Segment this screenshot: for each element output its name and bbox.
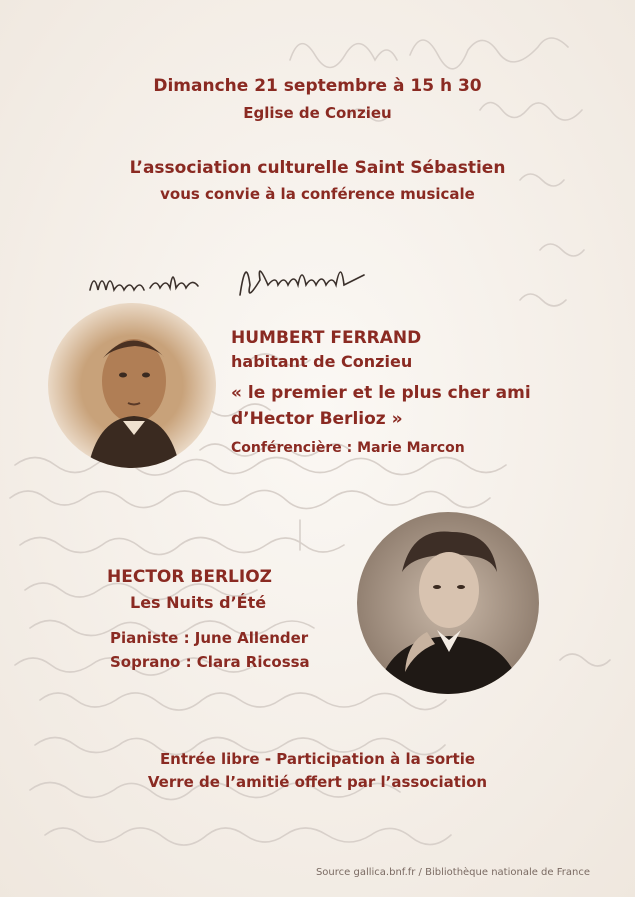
- image-credit: Source gallica.bnf.fr / Bibliothèque nationale de France: [315, 867, 590, 878]
- invitation-line-1: L’association culturelle Saint Sébastien: [129, 158, 506, 178]
- berlioz-work: Les Nuits d’Été: [130, 593, 267, 612]
- ferrand-speaker: Conférencière : Marie Marcon: [231, 440, 465, 456]
- ferrand-quote-line-1: « le premier et le plus cher ami: [231, 383, 531, 403]
- footer-line-1: Entrée libre - Participation à la sortie: [159, 750, 476, 768]
- event-date-time: Dimanche 21 septembre à 15 h 30: [153, 76, 482, 96]
- footer-line-2: Verre de l’amitié offert par l’association: [147, 773, 488, 791]
- portrait-hector-berlioz: [357, 512, 539, 694]
- berlioz-name: HECTOR BERLIOZ: [107, 567, 272, 587]
- event-venue: Eglise de Conzieu: [243, 104, 392, 122]
- ferrand-quote-line-2: d’Hector Berlioz »: [231, 409, 403, 429]
- berlioz-soprano: Soprano : Clara Ricossa: [110, 653, 310, 671]
- ferrand-subtitle: habitant de Conzieu: [231, 352, 413, 371]
- ferrand-name: HUMBERT FERRAND: [231, 328, 422, 348]
- portrait-humbert-ferrand: [48, 303, 216, 468]
- invitation-line-2: vous convie à la conférence musicale: [160, 185, 475, 203]
- berlioz-pianist: Pianiste : June Allender: [110, 629, 309, 647]
